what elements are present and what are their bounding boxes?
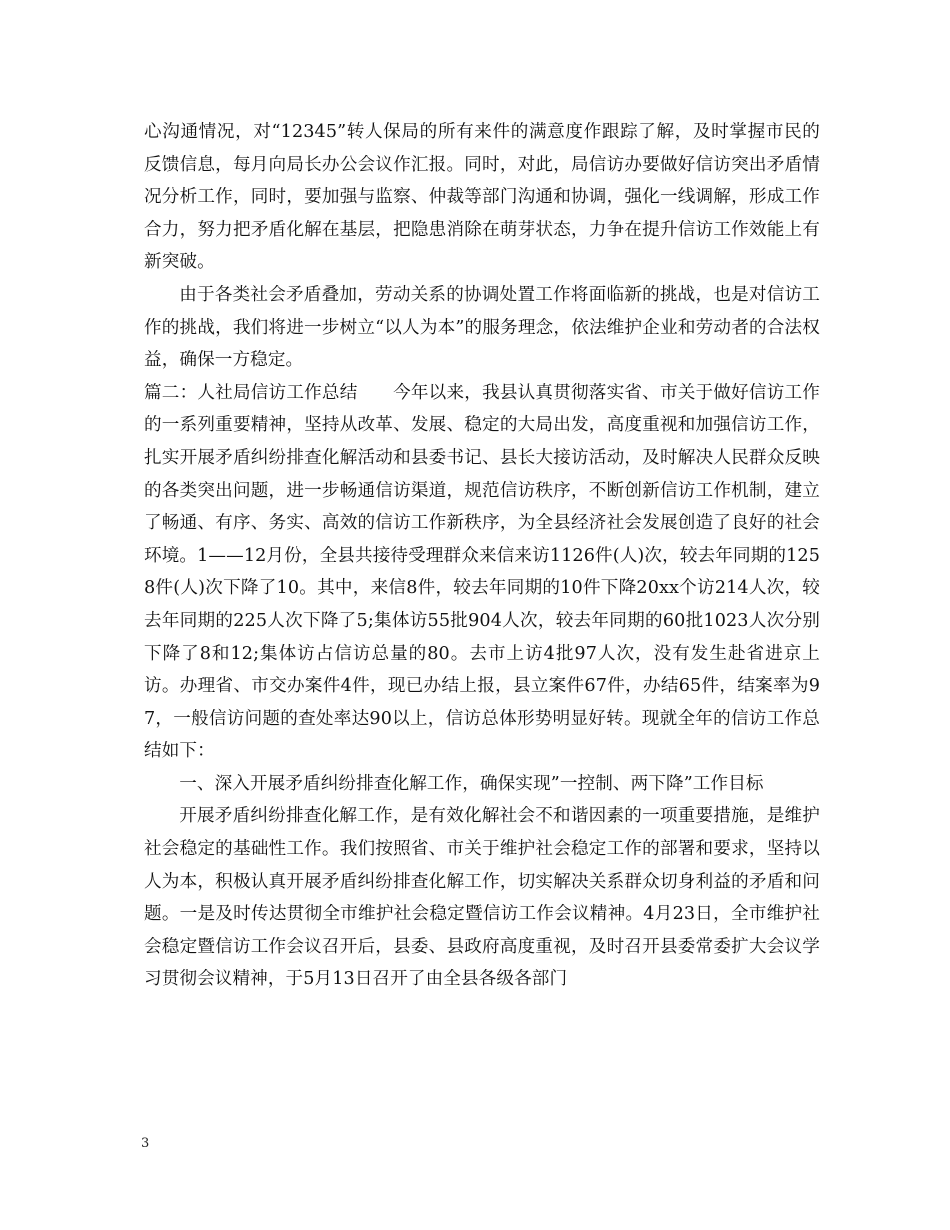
document-body [144, 116, 820, 996]
paragraph: 由于各类社会矛盾叠加，劳动关系的协调处置工作将面临新的挑战，也是对信访工作的挑战，我们将进一步树立“以人为本”的服务理念，依法维护企业和劳动者的合法权益，确保一方稳定。 [144, 284, 820, 371]
section-heading: 一、深入开展矛盾纠纷排查化解工作，确保实现”一控制、两下降”工作目标 [179, 773, 764, 794]
page-number: 3 [141, 1136, 150, 1151]
paragraph-continued: 心沟通情况，对“12345”转人保局的所有来件的满意度作跟踪了解，及时掌握市民的反馈信息，每月向局长办公会议作汇报。同时，对此，局信访办要做好信访突出矛盾情况分析工作，同时，要加强与监察、仲裁等部门沟通和协调，强化一线调解，形成工作合力，努力把矛盾化解在基层，把隐患消除在萌芽状态，力争在提升信访工作效能上有新突破。 [144, 122, 820, 273]
paragraph-section-two-start: 篇二：人社局信访工作总结 今年以来，我县认真贯彻落实省、市关于做好信访工作的一系列重要精神，坚持从改革、发展、稳定的大局出发，高度重视和加强信访工作，扎实开展矛盾纠纷排查化解活动和县委书记、县长大接访活动，及时解决人民群众反映的各类突出问题，进一步畅通信访渠道，规范信访秩序，不断创新信访工作机制，建立了畅通、有序、务实、高效的信访工作新秩序，为全县经济社会发展创造了良好的社会环境。1——12月份，全县共接待受理群众来信来访1126件(人)次，较去年同期的1258件(人)次下降了10。其中，来信8件，较去年同期的10件下降20xx个访214人次，较去年同期的225人次下降了5;集体访55批904人次，较去年同期的60批1023人次分别下降了8和12;集体访占信访总量的80。去市上访4批97人次，没有发生赴省进京上访。办理省、市交办案件4件，现已办结上报，县立案件67件，办结65件，结案率为97，一般信访问题的查处率达90以上，信访总体形势明显好转。现就全年的信访工作总结如下： [144, 382, 820, 762]
paragraph: 开展矛盾纠纷排查化解工作，是有效化解社会不和谐因素的一项重要措施，是维护社会稳定的基础性工作。我们按照省、市关于维护社会稳定工作的部署和要求，坚持以人为本，积极认真开展矛盾纠纷排查化解工作，切实解决关系群众切身利益的矛盾和问题。一是及时传达贯彻全市维护社会稳定暨信访工作会议精神。4月23日，全市维护社会稳定暨信访工作会议召开后，县委、县政府高度重视，及时召开县委常委扩大会议学习贯彻会议精神，于5月13日召开了由全县各级各部门 [144, 806, 820, 990]
